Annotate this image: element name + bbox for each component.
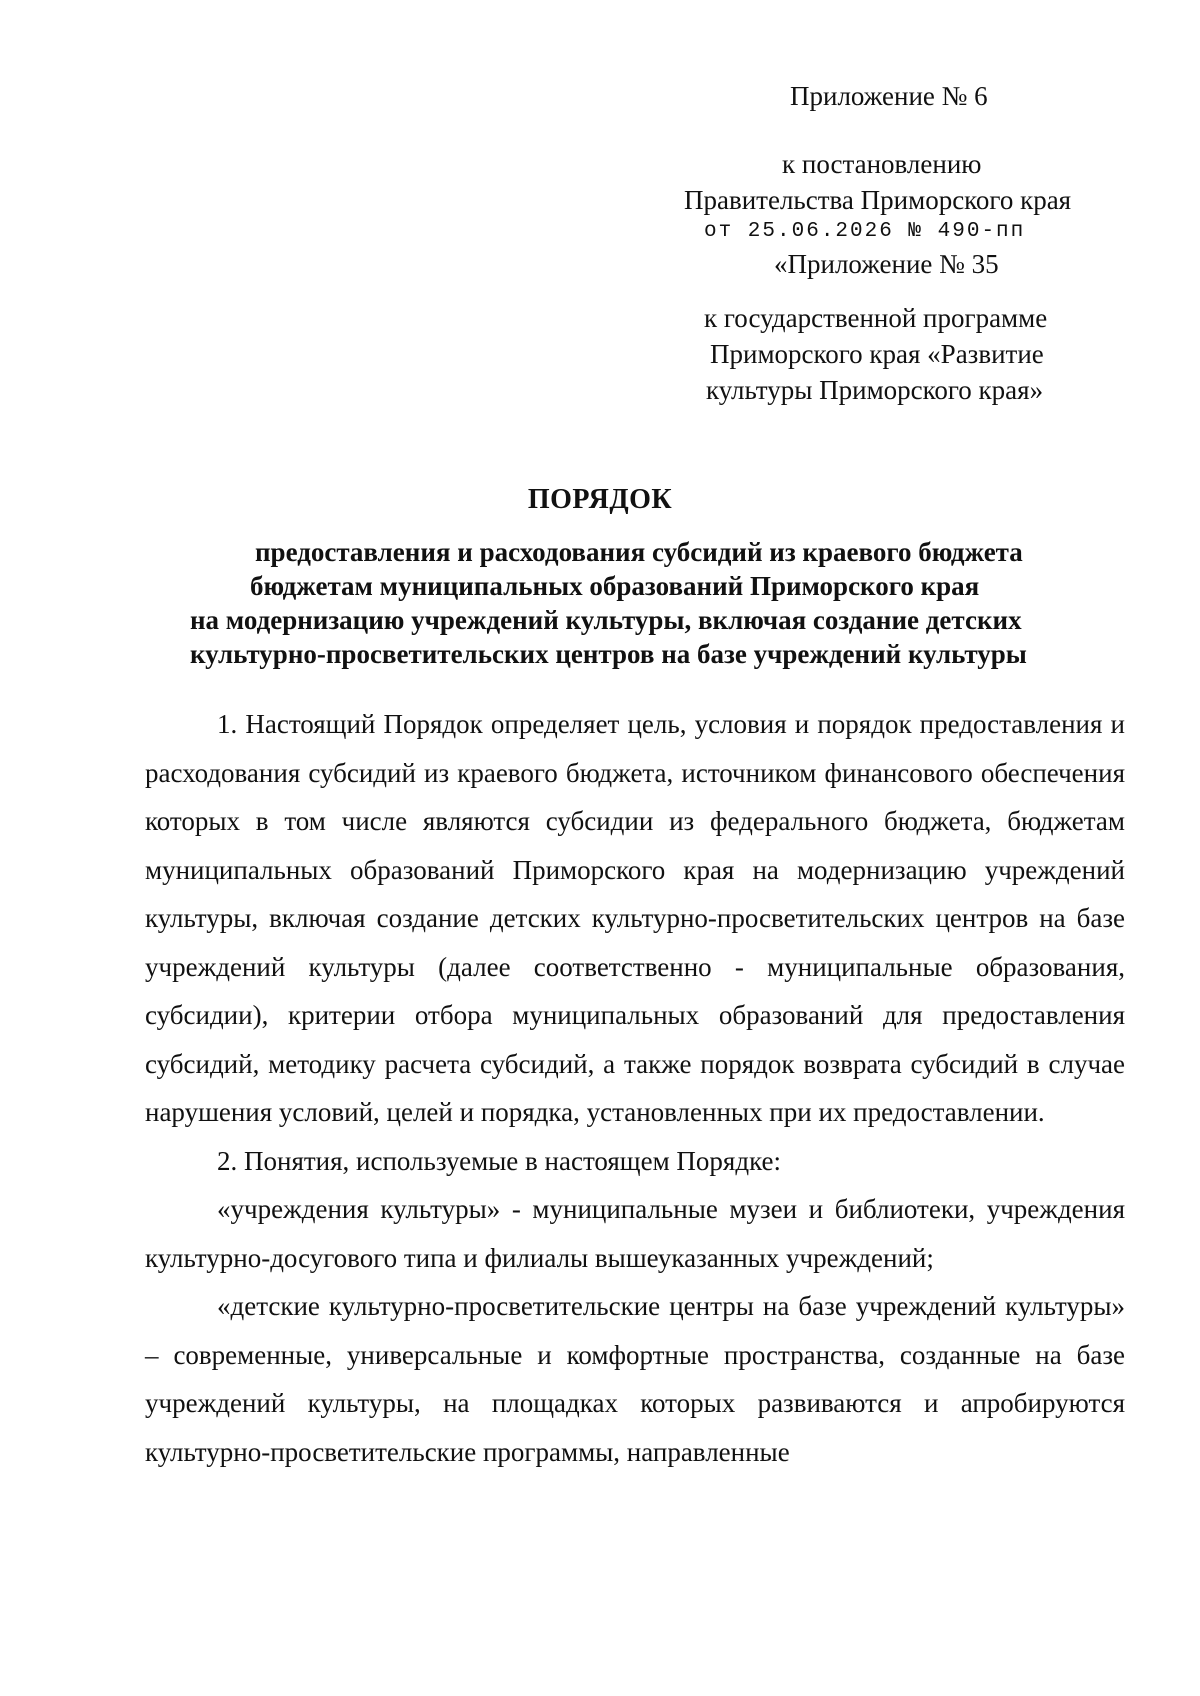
paragraph-4: «детские культурно-просветительские центры на базе учреждений культуры» – современные, универсальные и комфортные пространства, созданные на базе учреждений культуры, на площадках которых развиваются и апробируются культурно-просветительские программы, направленные	[145, 1291, 1125, 1467]
registration-stamp: от 25.06.2026 № 490-пп	[704, 220, 1026, 243]
subtitle-line-2: бюджетам муниципальных образований Приморского края	[250, 571, 980, 601]
to-program-line: к государственной программе	[704, 303, 1048, 333]
paragraph-1: 1. Настоящий Порядок определяет цель, условия и порядок предоставления и расходования субсидий из краевого бюджета, источником финансового обеспечения которых в том числе являются субсидии из федерального бюджета, бюджетам муниципальных образований Приморского края на модернизацию учреждений культуры, включая создание детских культурно-просветительских центров на базе учреждений культуры (далее соответственно - муниципальные образования, субсидии), критерии отбора муниципальных образований для предоставления субсидий, методику расчета субсидий, а также порядок возврата субсидий в случае нарушения условий, целей и порядка, установленных при их предоставлении.	[145, 709, 1125, 1127]
appendix-35-line: «Приложение № 35	[774, 249, 999, 279]
document-body	[145, 700, 1125, 1476]
program-line-2: Приморского края «Развитие	[710, 339, 1044, 369]
paragraph-3: «учреждения культуры» - муниципальные музеи и библиотеки, учреждения культурно-досугового типа и филиалы вышеуказанных учреждений;	[145, 1194, 1125, 1273]
subtitle-line-4: культурно-просветительских центров на базе учреждений культуры	[190, 639, 1027, 669]
appendix-number: Приложение № 6	[790, 81, 988, 111]
document-title: ПОРЯДОК	[527, 484, 673, 515]
annex-block	[650, 78, 1120, 408]
paragraph-2: 2. Понятия, используемые в настоящем Порядке:	[217, 1145, 781, 1176]
program-line-3: культуры Приморского края»	[706, 375, 1044, 405]
subtitle-line-3: на модернизацию учреждений культуры, включая создание детских	[190, 605, 1022, 635]
government-line: Правительства Приморского края	[684, 185, 1072, 215]
subtitle-line-1: предоставления и расходования субсидий из краевого бюджета	[255, 537, 1023, 567]
to-resolution-line: к постановлению	[782, 149, 982, 179]
